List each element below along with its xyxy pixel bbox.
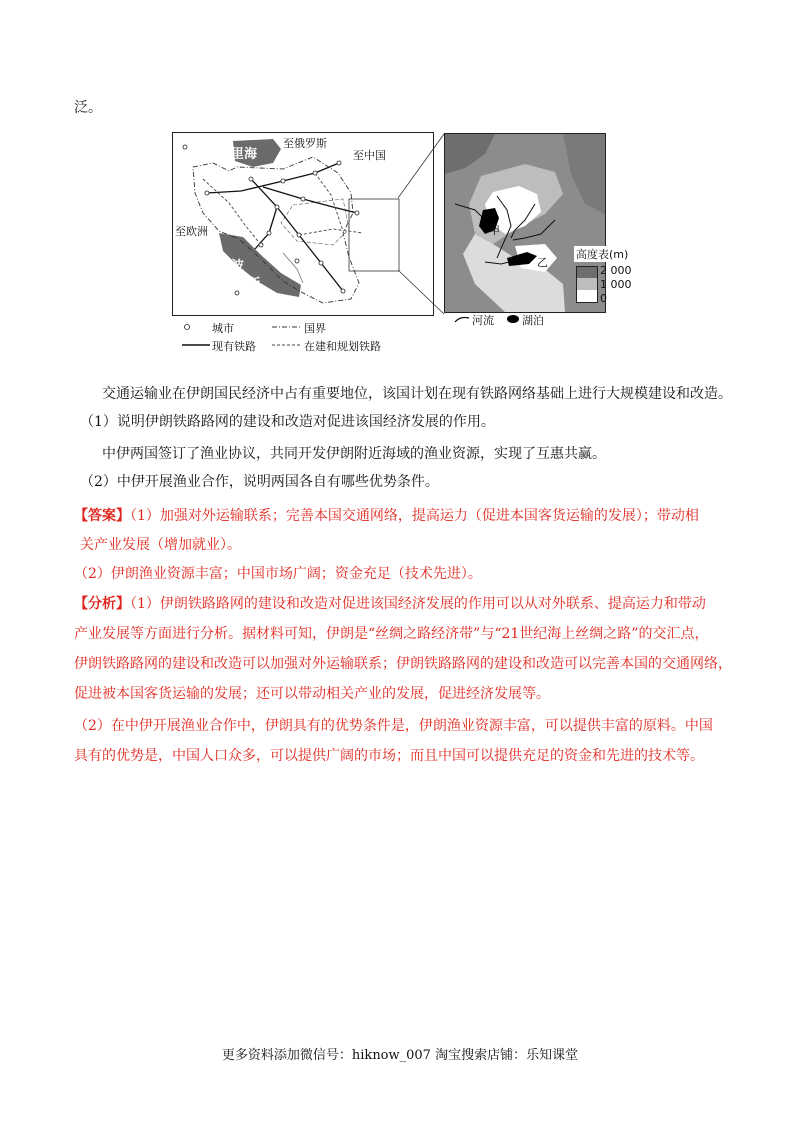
elevation-title: 高度表(m) [576, 248, 629, 261]
lake-legend-icon [506, 314, 520, 324]
elevation-tick-0: 0 [600, 292, 607, 305]
continued-text: 泛。 [74, 100, 102, 116]
analysis-line-5: （2）在中伊开展渔业合作中，伊朗具有的优势条件是，伊朗渔业资源丰富，可以提供丰富的原料。中国 [74, 718, 713, 734]
to-russia-label: 至俄罗斯 [283, 137, 327, 150]
point-yi-label: 乙 [537, 256, 548, 269]
analysis-1-text: （1）伊朗铁路路网的建设和改造对促进该国经济发展的作用可以从对外联系、提高运力和带动 [130, 596, 706, 612]
inset-connector [398, 132, 446, 322]
gulf-label-3: 湾 [263, 295, 277, 310]
elevation-swatch-low [576, 290, 598, 303]
border-legend-label: 国界 [304, 322, 326, 335]
to-europe-label: 至欧洲 [175, 225, 208, 238]
intro-paragraph: 交通运输业在伊朗国民经济中占有重要地位，该国计划在现有铁路网络基础上进行大规模建设和改造。 [102, 386, 732, 402]
inset-marker [349, 199, 399, 271]
border-legend-icon [272, 322, 300, 332]
analysis-line-4: 促进被本国客货运输的发展；还可以带动相关产业的发展，促进经济发展等。 [74, 686, 550, 702]
analysis-line-3: 伊朗铁路路网的建设和改造可以加强对外运输联系；伊朗铁路路网的建设和改造可以完善本国的交通网络， [74, 656, 732, 672]
intro-paragraph-2: 中伊两国签订了渔业协议，共同开发伊朗附近海域的渔业资源，实现了互惠共赢。 [102, 446, 606, 462]
river-legend-icon [454, 314, 470, 324]
question-1: （1）说明伊朗铁路路网的建设和改造对促进该国经济发展的作用。 [80, 414, 495, 430]
question-2: （2）中伊开展渔业合作，说明两国各自有哪些优势条件。 [80, 474, 439, 490]
existing-rail [207, 163, 339, 193]
page-footer: 更多资料添加微信号：hiknow_007 淘宝搜索店铺：乐知课堂 [221, 1048, 579, 1063]
city-legend-icon [182, 322, 192, 332]
answer-line-1 [74, 506, 699, 526]
existing-rail-legend-label: 现有铁路 [212, 340, 256, 353]
elevation-tick-1000: 1 000 [600, 278, 632, 291]
planned-rail-legend-icon [272, 340, 300, 350]
analysis-line-6: 具有的优势是，中国人口众多，可以提供广阔的市场；而且中国可以提供充足的资金和先进的技术等。 [74, 748, 704, 764]
gulf-label-1: 波 [231, 259, 245, 274]
answer-line-2: 关产业发展（增加就业）。 [80, 537, 241, 553]
lake-legend-label: 湖泊 [522, 314, 544, 327]
planned-rail-legend-label: 在建和规划铁路 [304, 340, 381, 353]
city-legend-label: 城市 [212, 322, 234, 335]
answer-1-text: （1）加强对外运输联系；完善本国交通网络，提高运力（促进本国客货运输的发展）；带动相 [130, 508, 699, 524]
to-china-label: 至中国 [353, 149, 386, 162]
analysis-line-1 [74, 594, 706, 614]
river-legend-label: 河流 [472, 314, 494, 327]
map-drawing [173, 133, 433, 315]
answer-tag: 【答案】 [74, 508, 130, 524]
caspian-label: 里海 [231, 147, 258, 162]
iran-railway-map [172, 132, 434, 316]
existing-rail-legend-icon [182, 340, 210, 350]
analysis-line-2: 产业发展等方面进行分析。据材料可知，伊朗是“丝绸之路经济带”与“21世纪海上丝绸之路”的交汇点， [74, 626, 709, 642]
analysis-tag: 【分析】 [74, 596, 130, 612]
elevation-tick-2000: 2 000 [600, 264, 632, 277]
gulf-label-2: 斯 [247, 277, 261, 292]
point-jia-label: 甲 [489, 224, 500, 237]
answer-2-text: （2）伊朗渔业资源丰富；中国市场广阔；资金充足（技术先进）。 [74, 566, 482, 582]
